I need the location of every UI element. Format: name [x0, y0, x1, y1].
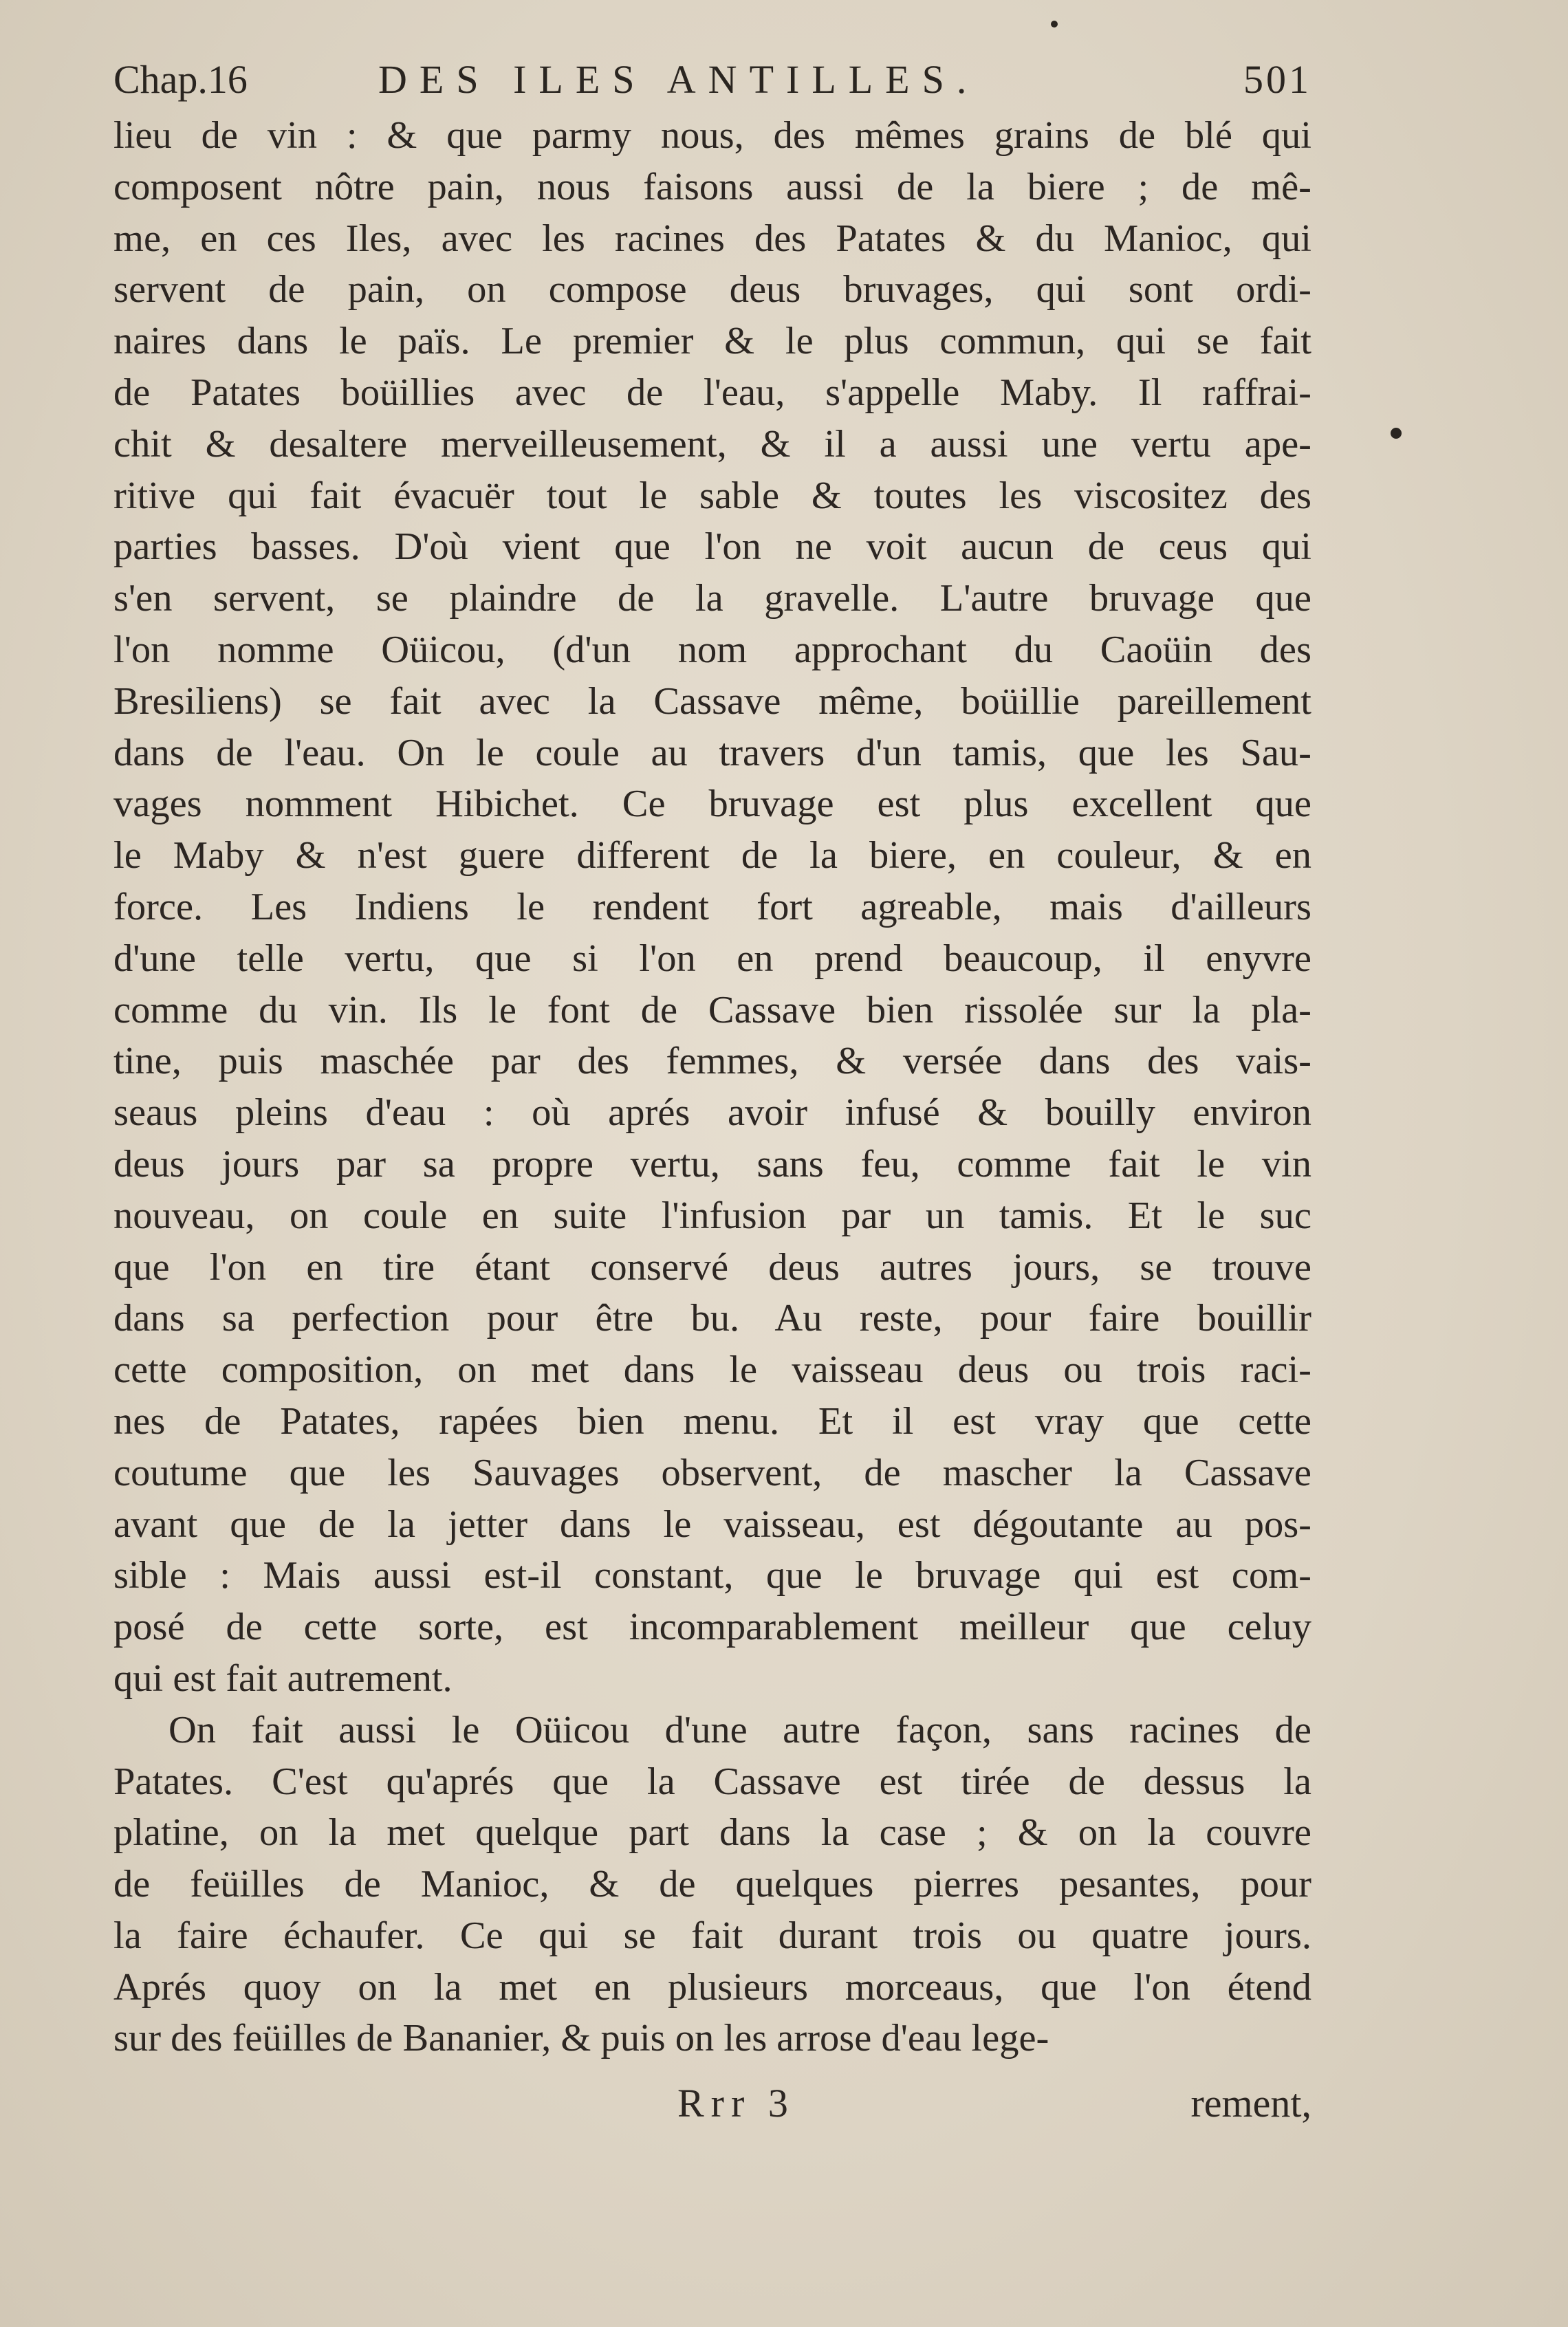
signature-mark: Rrr 3 — [677, 2081, 795, 2126]
chapter-label: Chap.16 — [113, 57, 248, 102]
page-number: 501 — [1243, 57, 1311, 102]
ink-speck — [1051, 21, 1058, 28]
text-line: chit & desaltere merveilleusement, & il a aussi une vertu ape- — [113, 422, 1311, 466]
text-line: lieu de vin : & que parmy nous, des mêmes grains de blé qui — [113, 114, 1311, 157]
text-line: le Maby & n'est guere different de la biere, en couleur, & en — [113, 834, 1311, 877]
text-line: la faire échaufer. Ce qui se fait durant trois ou quatre jours. — [113, 1914, 1311, 1957]
text-line: parties basses. D'où vient que l'on ne voit aucun de ceus qui — [113, 525, 1311, 569]
text-line: deus jours par sa propre vertu, sans feu, comme fait le vin — [113, 1142, 1311, 1186]
text-line: naires dans le païs. Le premier & le plus commun, qui se fait — [113, 320, 1311, 363]
text-line: dans sa perfection pour être bu. Au reste, pour faire bouillir — [113, 1297, 1311, 1340]
text-line: s'en servent, se plaindre de la gravelle. L'autre bruvage que — [113, 577, 1311, 620]
text-line: composent nôtre pain, nous faisons aussi de la biere ; de mê- — [113, 165, 1311, 208]
text-line: tine, puis maschée par des femmes, & versée dans des vais- — [113, 1040, 1311, 1083]
text-line: Bresiliens) se fait avec la Cassave même, boüillie pareillement — [113, 679, 1311, 723]
text-line: sur des feüilles de Bananier, & puis on les arrose d'eau lege- — [113, 2017, 1049, 2060]
text-line: Patates. C'est qu'aprés que la Cassave est tirée de dessus la — [113, 1760, 1311, 1803]
text-line: coutume que les Sauvages observent, de mascher la Cassave — [113, 1451, 1311, 1494]
ink-speck — [1391, 428, 1402, 439]
page-footer — [113, 2080, 1311, 2135]
text-line: Aprés quoy on la met en plusieurs morceaus, que l'on étend — [113, 1965, 1311, 2009]
text-line: de feüilles de Manioc, & de quelques pierres pesantes, pour — [113, 1863, 1311, 1906]
text-line: force. Les Indiens le rendent fort agreable, mais d'ailleurs — [113, 885, 1311, 928]
text-line: me, en ces Iles, avec les racines des Patates & du Manioc, qui — [113, 217, 1311, 260]
text-line: seaus pleins d'eau : où aprés avoir infusé & bouilly environ — [113, 1091, 1311, 1135]
text-line: cette composition, on met dans le vaisseau deus ou trois raci- — [113, 1348, 1311, 1392]
text-line: platine, on la met quelque part dans la case ; & on la couvre — [113, 1811, 1311, 1855]
text-line: vages nomment Hibichet. Ce bruvage est plus excellent que — [113, 783, 1311, 826]
text-line: qui est fait autrement. — [113, 1657, 453, 1700]
running-title: DES ILES ANTILLES. — [378, 57, 979, 102]
text-line: nouveau, on coule en suite l'infusion par un tamis. Et le suc — [113, 1194, 1311, 1237]
text-line: nes de Patates, rapées bien menu. Et il est vray que cette — [113, 1399, 1311, 1443]
text-line: sible : Mais aussi est-il constant, que le bruvage qui est com- — [113, 1554, 1311, 1597]
text-line: d'une telle vertu, que si l'on en prend beaucoup, il enyvre — [113, 937, 1311, 980]
catchword: rement, — [1190, 2081, 1311, 2126]
body-text — [113, 110, 1311, 2064]
text-line: de Patates boüillies avec de l'eau, s'appelle Maby. Il raffrai- — [113, 371, 1311, 414]
text-line: posé de cette sorte, est incomparablement meilleur que celuy — [113, 1606, 1311, 1649]
text-line: servent de pain, on compose deus bruvages, qui sont ordi- — [113, 268, 1311, 312]
text-line: l'on nomme Oüicou, (d'un nom approchant du Caoüin des — [113, 628, 1311, 671]
text-line: dans de l'eau. On le coule au travers d'un tamis, que les Sau- — [113, 731, 1311, 774]
text-line: avant que de la jetter dans le vaisseau, est dégoutante au pos- — [113, 1503, 1311, 1546]
text-line: ritive qui fait évacuër tout le sable & toutes les viscositez des — [113, 474, 1311, 517]
text-line: On fait aussi le Oüicou d'une autre façon, sans racines de — [168, 1708, 1311, 1751]
text-line: que l'on en tire étant conservé deus autres jours, se trouve — [113, 1245, 1311, 1289]
text-line: comme du vin. Ils le font de Cassave bien rissolée sur la pla- — [113, 988, 1311, 1031]
